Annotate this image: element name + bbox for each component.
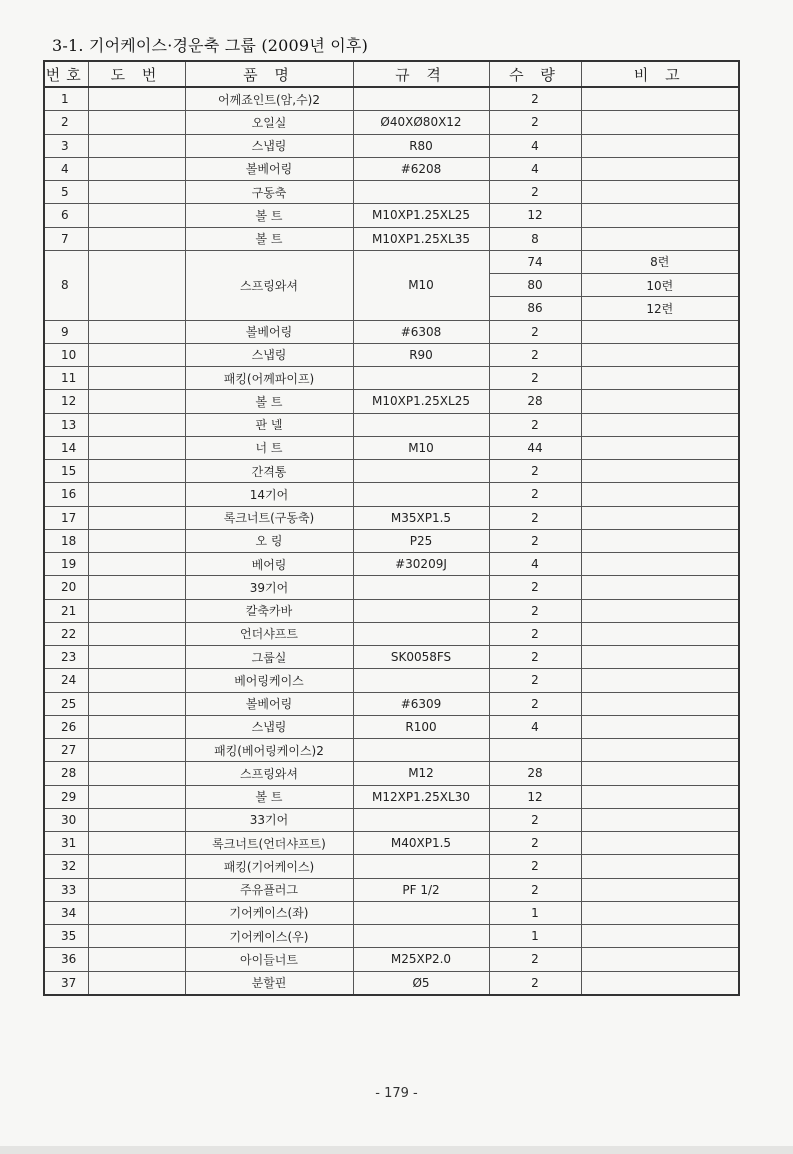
cell-spec: M25XP2.0: [353, 948, 489, 971]
cell-name: 구동축: [185, 181, 353, 204]
cell-drawing: [88, 181, 185, 204]
cell-no: 3: [44, 134, 88, 157]
cell-no: 28: [44, 762, 88, 785]
cell-drawing: [88, 367, 185, 390]
header-note: 비 고: [581, 61, 739, 87]
cell-qty: 2: [489, 576, 581, 599]
cell-spec: [353, 460, 489, 483]
table-row: [44, 715, 739, 738]
cell-qty: 2: [489, 111, 581, 134]
cell-no: 33: [44, 878, 88, 901]
cell-drawing: [88, 87, 185, 111]
cell-no: 5: [44, 181, 88, 204]
cell-spec: M10XP1.25XL25: [353, 204, 489, 227]
cell-drawing: [88, 529, 185, 552]
cell-name: 패킹(어께파이프): [185, 367, 353, 390]
cell-drawing: [88, 878, 185, 901]
cell-drawing: [88, 669, 185, 692]
cell-spec: M12XP1.25XL30: [353, 785, 489, 808]
table-row: [44, 808, 739, 831]
cell-note: [581, 436, 739, 459]
cell-note: [581, 157, 739, 180]
cell-no: 27: [44, 739, 88, 762]
cell-qty: 2: [489, 483, 581, 506]
cell-note: [581, 808, 739, 831]
cell-name: 33기어: [185, 808, 353, 831]
cell-no: 8: [44, 250, 88, 320]
header-name: 품 명: [185, 61, 353, 87]
table-row: [44, 925, 739, 948]
cell-note: [581, 343, 739, 366]
cell-spec: [353, 901, 489, 924]
header-drawing: 도 번: [88, 61, 185, 87]
header-row: [44, 61, 739, 87]
scan-edge: [0, 1146, 793, 1154]
cell-no: 15: [44, 460, 88, 483]
table-row: [44, 204, 739, 227]
cell-qty: 2: [489, 692, 581, 715]
cell-note: [581, 553, 739, 576]
cell-qty: [489, 739, 581, 762]
page-number: - 179 -: [375, 1086, 418, 1101]
table-row: [44, 762, 739, 785]
cell-note: [581, 181, 739, 204]
table-row: [44, 227, 739, 250]
cell-qty: 8: [489, 227, 581, 250]
cell-spec: Ø40XØ80X12: [353, 111, 489, 134]
cell-qty: 2: [489, 460, 581, 483]
cell-spec: [353, 483, 489, 506]
cell-no: 36: [44, 948, 88, 971]
cell-drawing: [88, 134, 185, 157]
cell-no: 23: [44, 646, 88, 669]
cell-no: 1: [44, 87, 88, 111]
cell-qty: 4: [489, 553, 581, 576]
cell-name: 아이들너트: [185, 948, 353, 971]
cell-qty: 2: [489, 320, 581, 343]
cell-note: [581, 832, 739, 855]
cell-qty: 1: [489, 925, 581, 948]
table-row: [44, 87, 739, 111]
table-row: [44, 785, 739, 808]
cell-drawing: [88, 971, 185, 995]
cell-drawing: [88, 413, 185, 436]
cell-drawing: [88, 692, 185, 715]
cell-spec: M10XP1.25XL35: [353, 227, 489, 250]
cell-spec: [353, 925, 489, 948]
cell-note: [581, 715, 739, 738]
header-no: 번호: [44, 61, 88, 87]
cell-note: [581, 901, 739, 924]
cell-qty: 12: [489, 204, 581, 227]
cell-spec: #6308: [353, 320, 489, 343]
table-header: [44, 61, 739, 87]
cell-drawing: [88, 925, 185, 948]
cell-note: 10련: [581, 274, 739, 297]
cell-drawing: [88, 808, 185, 831]
cell-no: 12: [44, 390, 88, 413]
cell-spec: [353, 669, 489, 692]
cell-note: [581, 506, 739, 529]
cell-no: 34: [44, 901, 88, 924]
cell-drawing: [88, 506, 185, 529]
cell-spec: R90: [353, 343, 489, 366]
cell-note: [581, 692, 739, 715]
cell-no: 25: [44, 692, 88, 715]
cell-drawing: [88, 622, 185, 645]
cell-note: [581, 134, 739, 157]
cell-note: [581, 576, 739, 599]
cell-spec: Ø5: [353, 971, 489, 995]
table-row: [44, 320, 739, 343]
cell-drawing: [88, 762, 185, 785]
table-row: [44, 111, 739, 134]
table-row: [44, 436, 739, 459]
cell-qty: 80: [489, 274, 581, 297]
cell-drawing: [88, 715, 185, 738]
cell-qty: 2: [489, 87, 581, 111]
cell-note: [581, 878, 739, 901]
table-row: [44, 181, 739, 204]
cell-qty: 2: [489, 367, 581, 390]
cell-name: 칼축카바: [185, 599, 353, 622]
cell-qty: 12: [489, 785, 581, 808]
table-row: [44, 692, 739, 715]
table-row: [44, 483, 739, 506]
cell-name: 그룹실: [185, 646, 353, 669]
cell-note: [581, 669, 739, 692]
cell-no: 31: [44, 832, 88, 855]
cell-spec: M40XP1.5: [353, 832, 489, 855]
cell-name: 스프링와셔: [185, 250, 353, 320]
cell-no: 10: [44, 343, 88, 366]
cell-spec: M10XP1.25XL25: [353, 390, 489, 413]
cell-qty: 4: [489, 715, 581, 738]
cell-name: 스냅링: [185, 715, 353, 738]
cell-qty: 2: [489, 669, 581, 692]
cell-qty: 1: [489, 901, 581, 924]
cell-note: [581, 367, 739, 390]
cell-spec: [353, 576, 489, 599]
cell-no: 32: [44, 855, 88, 878]
cell-name: 기어케이스(좌): [185, 901, 353, 924]
cell-spec: R100: [353, 715, 489, 738]
cell-spec: [353, 622, 489, 645]
cell-note: [581, 948, 739, 971]
cell-drawing: [88, 320, 185, 343]
table-row: [44, 506, 739, 529]
table-row: [44, 878, 739, 901]
cell-name: 볼 트: [185, 204, 353, 227]
cell-note: [581, 971, 739, 995]
table-row: [44, 622, 739, 645]
cell-name: 스냅링: [185, 134, 353, 157]
cell-spec: #6208: [353, 157, 489, 180]
cell-name: 스프링와셔: [185, 762, 353, 785]
cell-spec: PF 1/2: [353, 878, 489, 901]
cell-note: [581, 762, 739, 785]
table-body: [44, 87, 739, 995]
cell-note: [581, 739, 739, 762]
cell-spec: [353, 855, 489, 878]
cell-no: 20: [44, 576, 88, 599]
cell-no: 9: [44, 320, 88, 343]
table-row: [44, 553, 739, 576]
cell-spec: #30209J: [353, 553, 489, 576]
cell-qty: 86: [489, 297, 581, 320]
cell-drawing: [88, 343, 185, 366]
table-row: [44, 646, 739, 669]
cell-spec: [353, 367, 489, 390]
cell-no: 14: [44, 436, 88, 459]
cell-qty: 74: [489, 250, 581, 273]
cell-qty: 2: [489, 832, 581, 855]
table-row: [44, 413, 739, 436]
cell-no: 11: [44, 367, 88, 390]
cell-name: 간격통: [185, 460, 353, 483]
cell-no: 35: [44, 925, 88, 948]
cell-drawing: [88, 576, 185, 599]
table-row: [44, 971, 739, 995]
cell-note: [581, 529, 739, 552]
cell-spec: [353, 739, 489, 762]
cell-qty: 2: [489, 855, 581, 878]
cell-qty: 28: [489, 762, 581, 785]
cell-note: 8련: [581, 250, 739, 273]
cell-note: [581, 599, 739, 622]
cell-drawing: [88, 204, 185, 227]
cell-no: 6: [44, 204, 88, 227]
cell-spec: M10: [353, 250, 489, 320]
cell-no: 2: [44, 111, 88, 134]
cell-drawing: [88, 832, 185, 855]
cell-drawing: [88, 157, 185, 180]
cell-note: [581, 413, 739, 436]
cell-no: 24: [44, 669, 88, 692]
cell-name: 오일실: [185, 111, 353, 134]
table-row: [44, 157, 739, 180]
cell-drawing: [88, 436, 185, 459]
cell-name: 기어케이스(우): [185, 925, 353, 948]
cell-name: 스냅링: [185, 343, 353, 366]
cell-note: [581, 646, 739, 669]
cell-name: 오 링: [185, 529, 353, 552]
cell-qty: 4: [489, 157, 581, 180]
table-row: [44, 367, 739, 390]
cell-name: 39기어: [185, 576, 353, 599]
cell-no: 37: [44, 971, 88, 995]
cell-name: 패킹(베어링케이스)2: [185, 739, 353, 762]
cell-note: [581, 855, 739, 878]
cell-name: 볼 트: [185, 785, 353, 808]
table-row: [44, 855, 739, 878]
cell-drawing: [88, 460, 185, 483]
table-row: [44, 529, 739, 552]
cell-drawing: [88, 250, 185, 320]
cell-qty: 2: [489, 948, 581, 971]
cell-name: 볼 트: [185, 227, 353, 250]
cell-no: 18: [44, 529, 88, 552]
table-row: [44, 669, 739, 692]
cell-name: 베어링케이스: [185, 669, 353, 692]
cell-drawing: [88, 901, 185, 924]
cell-no: 13: [44, 413, 88, 436]
cell-spec: [353, 87, 489, 111]
cell-name: 볼베어링: [185, 692, 353, 715]
cell-name: 베어링: [185, 553, 353, 576]
cell-spec: [353, 808, 489, 831]
cell-qty: 2: [489, 808, 581, 831]
cell-qty: 2: [489, 646, 581, 669]
cell-spec: P25: [353, 529, 489, 552]
cell-spec: [353, 599, 489, 622]
cell-drawing: [88, 227, 185, 250]
cell-spec: M35XP1.5: [353, 506, 489, 529]
cell-name: 어께죠인트(암,수)2: [185, 87, 353, 111]
cell-drawing: [88, 111, 185, 134]
cell-drawing: [88, 855, 185, 878]
cell-qty: 44: [489, 436, 581, 459]
cell-qty: 2: [489, 878, 581, 901]
header-spec: 규 격: [353, 61, 489, 87]
cell-name: 판 넬: [185, 413, 353, 436]
cell-name: 14기어: [185, 483, 353, 506]
table-row: [44, 134, 739, 157]
cell-drawing: [88, 948, 185, 971]
cell-spec: [353, 181, 489, 204]
cell-qty: 2: [489, 413, 581, 436]
cell-drawing: [88, 599, 185, 622]
cell-note: [581, 204, 739, 227]
table-row: [44, 901, 739, 924]
cell-qty: 2: [489, 971, 581, 995]
cell-drawing: [88, 785, 185, 808]
cell-no: 26: [44, 715, 88, 738]
header-qty: 수 량: [489, 61, 581, 87]
table-row: [44, 739, 739, 762]
cell-qty: 2: [489, 599, 581, 622]
cell-qty: 28: [489, 390, 581, 413]
cell-note: [581, 390, 739, 413]
cell-note: 12련: [581, 297, 739, 320]
cell-name: 주유플러그: [185, 878, 353, 901]
cell-no: 22: [44, 622, 88, 645]
cell-qty: 2: [489, 622, 581, 645]
cell-name: 볼베어링: [185, 157, 353, 180]
cell-no: 17: [44, 506, 88, 529]
cell-name: 패킹(기어케이스): [185, 855, 353, 878]
table-row: [44, 948, 739, 971]
cell-no: 19: [44, 553, 88, 576]
cell-qty: 2: [489, 529, 581, 552]
cell-name: 볼베어링: [185, 320, 353, 343]
cell-drawing: [88, 390, 185, 413]
cell-qty: 2: [489, 343, 581, 366]
cell-drawing: [88, 646, 185, 669]
cell-spec: [353, 413, 489, 436]
page-title: 3-1. 기어케이스·경운축 그룹 (2009년 이후): [52, 36, 369, 55]
cell-qty: 2: [489, 181, 581, 204]
table-row: [44, 576, 739, 599]
cell-note: [581, 925, 739, 948]
cell-no: 4: [44, 157, 88, 180]
cell-no: 16: [44, 483, 88, 506]
cell-spec: #6309: [353, 692, 489, 715]
cell-note: [581, 320, 739, 343]
cell-note: [581, 483, 739, 506]
cell-note: [581, 227, 739, 250]
cell-name: 록크너트(언더샤프트): [185, 832, 353, 855]
table-row: [44, 599, 739, 622]
cell-note: [581, 460, 739, 483]
table-row: [44, 390, 739, 413]
parts-table: [43, 60, 740, 996]
cell-spec: M10: [353, 436, 489, 459]
cell-no: 21: [44, 599, 88, 622]
cell-note: [581, 87, 739, 111]
cell-name: 분할핀: [185, 971, 353, 995]
table-row: [44, 832, 739, 855]
cell-name: 언더샤프트: [185, 622, 353, 645]
cell-note: [581, 622, 739, 645]
cell-spec: SK0058FS: [353, 646, 489, 669]
cell-name: 록크너트(구동축): [185, 506, 353, 529]
cell-qty: 2: [489, 506, 581, 529]
cell-spec: R80: [353, 134, 489, 157]
cell-drawing: [88, 553, 185, 576]
cell-name: 볼 트: [185, 390, 353, 413]
table-row: [44, 343, 739, 366]
cell-drawing: [88, 483, 185, 506]
cell-note: [581, 111, 739, 134]
cell-no: 29: [44, 785, 88, 808]
cell-note: [581, 785, 739, 808]
table-row: [44, 250, 739, 273]
cell-qty: 4: [489, 134, 581, 157]
cell-drawing: [88, 739, 185, 762]
table-row: [44, 460, 739, 483]
cell-no: 7: [44, 227, 88, 250]
cell-spec: M12: [353, 762, 489, 785]
cell-name: 너 트: [185, 436, 353, 459]
cell-no: 30: [44, 808, 88, 831]
